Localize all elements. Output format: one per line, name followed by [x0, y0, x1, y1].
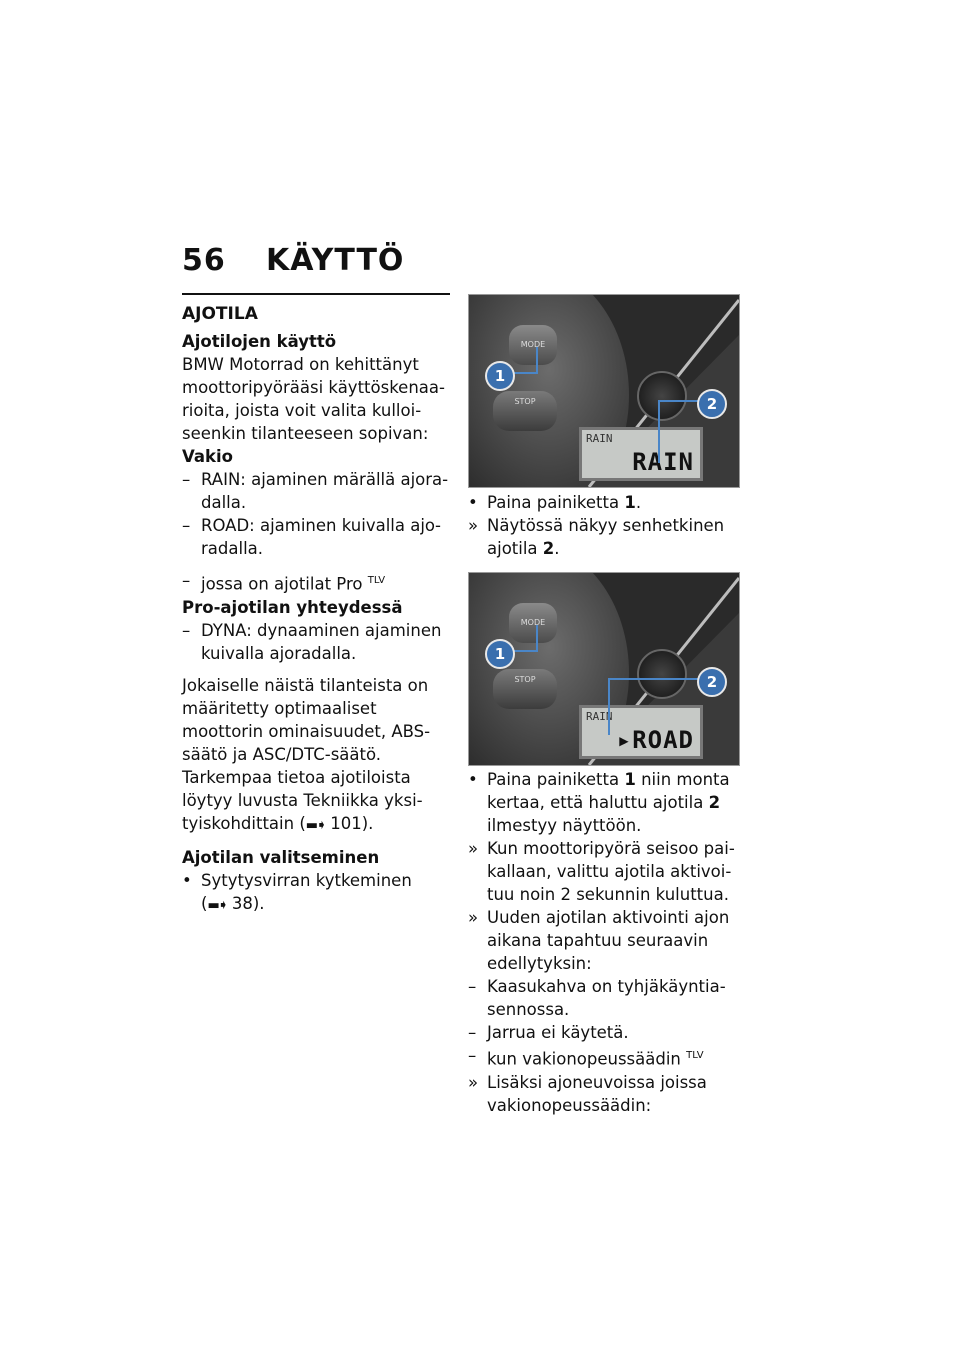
more-info-text: Tarkempaa tietoa ajotiloista löytyy luvusta Tekniikka yksityiskohdittain [182, 767, 423, 833]
ignition-text: Sytytysvirran kytkeminen [201, 870, 412, 890]
stop-button[interactable]: STOP [493, 669, 557, 709]
display-number: 2 [708, 793, 721, 812]
section-rule [182, 293, 450, 295]
callout-lines [469, 573, 739, 765]
subtitle-selecting: Ajotilan valitseminen [182, 847, 380, 867]
callout-lines [469, 295, 739, 487]
list-item [468, 1021, 740, 1044]
callout-2: 2 [697, 667, 727, 697]
stop-button[interactable]: STOP [493, 391, 557, 431]
lcd-mode-small: RAIN [586, 432, 613, 445]
result-text: Uuden ajotilan aktivointi ajon aikana tapahtuu seuraavin edellytyksin: [487, 908, 730, 973]
subtitle-vakio: Vakio [182, 447, 233, 466]
list-item [468, 975, 740, 1021]
list-item [182, 468, 450, 514]
subtitle-pro: Pro-ajotilan yhteydessä [182, 597, 403, 617]
dash-marker: – [182, 470, 191, 489]
page-number: 56 [182, 243, 226, 278]
page-reference-link[interactable] [299, 814, 373, 833]
tlv-superscript: TLV [686, 1050, 704, 1061]
mode-button[interactable]: MODE [509, 603, 557, 643]
bullet-marker: • [468, 770, 478, 789]
right-column-top [468, 491, 740, 560]
lcd-mode-value: ROAD [632, 726, 694, 754]
lcd-mode-small: RAIN [586, 710, 613, 723]
button-number: 1 [624, 493, 636, 512]
intro-paragraph: BMW Motorrad on kehittänyt moottoripyörääsi käyttöskenaarioita, joista voit valita kulloiseenkin tilanteeseen sopivan: [182, 355, 445, 443]
tlv-superscript: TLV [367, 575, 386, 586]
list-item [182, 619, 450, 665]
dash-marker: – [182, 620, 191, 640]
result-marker: » [468, 516, 479, 535]
dash-marker: – [468, 1023, 477, 1042]
bullet-marker: • [182, 870, 192, 890]
modes-paragraph: Jokaiselle näistä tilanteista on määritetty optimaaliset moottorin ominaisuudet, ABS-säätö ja ASC/DTC-säätö. [182, 675, 431, 764]
list-item [468, 837, 740, 906]
condition-text: Jarrua ei käytetä. [487, 1023, 629, 1042]
condition-text: Kaasukahva on tyhjäkäyntiasennossa. [487, 977, 726, 1019]
list-item [468, 1071, 740, 1117]
ref-open: ( [201, 893, 208, 913]
chapter-title: KÄYTTÖ [266, 243, 405, 278]
reference-arrow-icon: ▬➧ [207, 897, 227, 913]
reference-arrow-icon: ▬➧ [305, 817, 325, 833]
page-header [182, 243, 404, 278]
lcd-mode-large: RAIN [632, 448, 694, 476]
subtitle-usage: Ajotilojen käyttö [182, 332, 337, 351]
right-column-bottom [468, 768, 740, 1117]
condition-text: kun vakionopeussäädin [487, 1049, 681, 1069]
handlebar-figure-road [468, 572, 740, 766]
result-marker: » [468, 839, 479, 858]
road-text: ROAD: ajaminen kuivalla ajoradalla. [201, 516, 441, 558]
list-item: » Näytössä näkyy senhetkinen ajotila 2. [468, 516, 725, 558]
list-item [182, 569, 450, 596]
list-item [468, 906, 740, 975]
ref-page: 101). [330, 813, 374, 833]
list-item [182, 514, 450, 560]
dyna-text: DYNA: dynaaminen ajaminen kuivalla ajoradalla. [201, 620, 442, 663]
ref-page: 38). [231, 893, 265, 913]
list-item [182, 869, 450, 917]
bullet-marker: • [468, 493, 478, 512]
left-column [182, 293, 450, 917]
list-item [468, 768, 740, 837]
result-marker: » [468, 1072, 479, 1092]
dash-marker: – [182, 571, 191, 590]
button-number: 1 [624, 770, 636, 789]
press-text: Paina painiketta [487, 770, 620, 789]
result-marker: » [468, 908, 479, 927]
dash-marker: – [468, 977, 477, 996]
ref-open: ( [299, 813, 306, 833]
page-reference-link[interactable] [201, 894, 265, 913]
section-title: AJOTILA [182, 304, 258, 324]
result-text: Lisäksi ajoneuvoissa joissa vakionopeussäädin: [487, 1072, 707, 1115]
press-text: Paina painiketta [487, 493, 620, 512]
dash-marker: – [468, 1046, 477, 1065]
lcd-pointer-icon: ▸ [616, 726, 633, 754]
result-text: Kun moottoripyörä seisoo paikallaan, valittu ajotila aktivoituu noin 2 sekunnin kuluttua. [487, 839, 735, 904]
dash-marker: – [182, 516, 191, 535]
result-text: Näytössä näkyy senhetkinen ajotila [487, 516, 725, 558]
press-mid-text: niin monta kertaa, että haluttu ajotila [487, 770, 730, 812]
callout-1: 1 [485, 639, 515, 669]
more-info-paragraph [182, 766, 450, 837]
press-tail-text: ilmestyy näyttöön. [487, 816, 642, 835]
list-item [468, 1044, 740, 1071]
pro-condition-text: jossa on ajotilat Pro [201, 574, 363, 594]
list-item: • Paina painiketta 1. [468, 493, 642, 512]
callout-1: 1 [485, 361, 515, 391]
rain-text: RAIN: ajaminen märällä ajoradalla. [201, 470, 449, 512]
callout-2: 2 [697, 389, 727, 419]
mode-button[interactable]: MODE [509, 325, 557, 365]
handlebar-figure-rain [468, 294, 740, 488]
display-number: 2 [542, 539, 555, 558]
